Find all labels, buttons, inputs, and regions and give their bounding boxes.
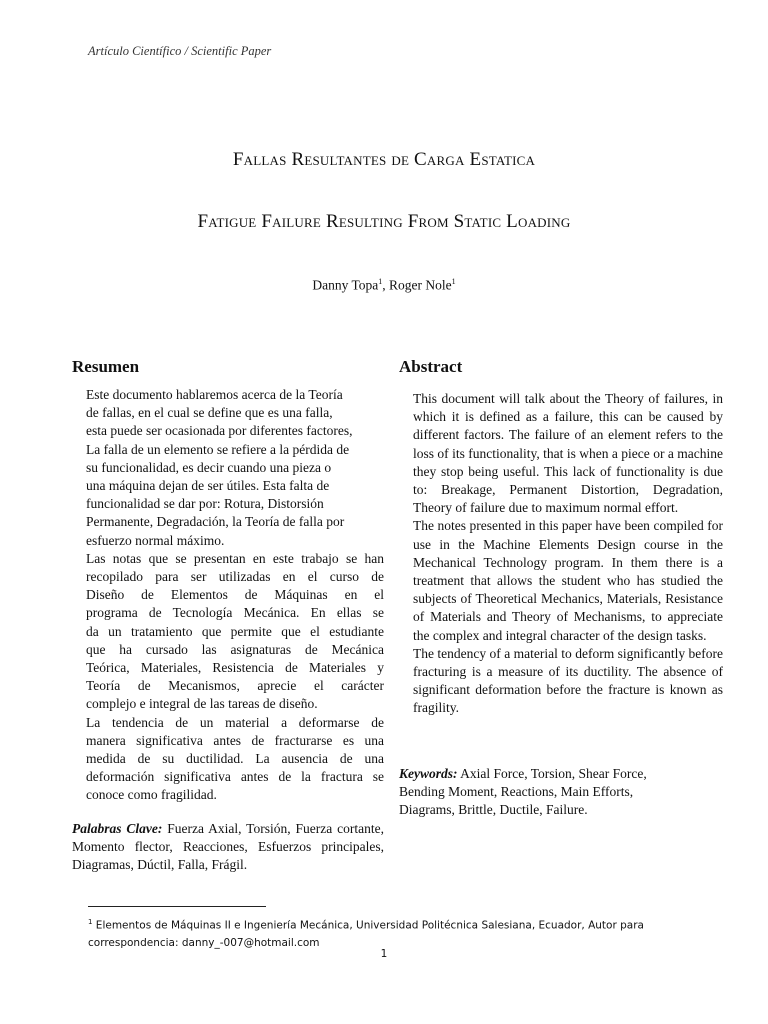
keywords <box>399 765 719 820</box>
footnote-marker: 1 <box>88 918 93 926</box>
abstract-body <box>413 390 723 718</box>
resumen-line: Teórica, Materiales, Resistencia de Materiales y <box>86 660 384 676</box>
palabras-clave-label: Palabras Clave: <box>72 821 163 836</box>
footnote-text: correspondencia: danny_-007@hotmail.com <box>88 936 320 949</box>
affiliation-marker: 1 <box>451 277 456 286</box>
resumen-line: funcionalidad se dar por: Rotura, Distorsión <box>86 496 324 512</box>
footnote <box>88 914 688 952</box>
resumen-line: Diseño de Elementos de Máquinas en el <box>86 587 384 603</box>
resumen-line: de fallas, en el cual se define que es una falla, <box>86 405 333 421</box>
keywords-line: Bending Moment, Reactions, Main Efforts, <box>399 784 634 800</box>
resumen-line: que ha cursado las asignaturas de Mecánica <box>86 641 384 657</box>
resumen-line: Las notas que se presentan en este trabajo se han <box>86 550 384 566</box>
author-separator: , <box>382 277 390 293</box>
palabras-clave-text: Fuerza Axial, Torsión, Fuerza cortante, Momento flector, Reacciones, Esfuerzos principales, Diagramas, Dúctil, Falla, Frágil. <box>72 821 384 873</box>
abstract-heading: Abstract <box>399 357 463 376</box>
title-spanish: Fallas Resultantes de Carga Estatica <box>232 149 536 170</box>
resumen-line: Permanente, Degradación, la Teoría de falla por <box>86 514 345 530</box>
resumen-line: Este documento hablaremos acerca de la Teoría <box>86 387 343 402</box>
resumen-line: da un tratamiento que permite que el estudiante <box>86 623 384 639</box>
resumen-body <box>86 386 384 805</box>
resumen-line: programa de Tecnología Mecánica. En ellas se <box>86 605 384 621</box>
footnote-text: Elementos de Máquinas II e Ingeniería Mecánica, Universidad Politécnica Salesiana, Ecuador, Autor para <box>92 919 644 932</box>
title-english: Fatigue Failure Resulting From Static Loading <box>197 211 571 232</box>
resumen-line: medida de su ductilidad. La ausencia de una <box>86 751 384 767</box>
resumen-line: una máquina dejan de ser útiles. Esta falta de <box>86 478 330 494</box>
abstract-paragraph: The notes presented in this paper have been compiled for use in the Machine Elements Design course in the Mechanical Technology program. In them there is a treatment that allows the student who has studied the subjects of Theoretical Mechanics, Materials, Resistance of Materials and Theory of Mechanisms, to appreciate the complex and integral character of the design tasks. <box>413 518 723 643</box>
resumen-line: esfuerzo normal máximo. <box>86 532 225 548</box>
abstract-paragraph: This document will talk about the Theory of failures, in which it is defined as a failure, this can be caused by different factors. The failure of an element refers to the loss of its functionality, that is when a piece or a machine they stop being useful. This lack of functionality is due to: Breakage, Permanent Distortion, Degradation, Theory of failure due to maximum normal effort. <box>413 391 723 516</box>
footnote-divider <box>88 906 266 907</box>
affiliation-marker: 1 <box>378 277 383 286</box>
palabras-clave <box>72 820 384 875</box>
resumen-line: La tendencia de un material a deformarse de <box>86 714 384 730</box>
resumen-line: manera significativa antes de fracturarse es una <box>86 732 384 748</box>
resumen-line: Teoría de Mecanismos, aprecie el carácter <box>86 678 384 694</box>
resumen-line: esta puede ser ocasionada por diferentes factores, <box>86 423 353 439</box>
running-header: Artículo Científico / Scientific Paper <box>88 44 272 58</box>
resumen-line: deformación significativa antes de la fractura se <box>86 769 384 785</box>
resumen-line: complejo e integral de las tareas de diseño. <box>86 696 318 712</box>
resumen-line: conoce como fragilidad. <box>86 787 217 803</box>
resumen-line: La falla de un elemento se refiere a la pérdida de <box>86 441 350 457</box>
resumen-line: recopilado para ser utilizadas en el curso de <box>86 569 384 585</box>
author-name: Danny Topa <box>312 277 379 293</box>
page-number: 1 <box>380 948 388 960</box>
resumen-heading: Resumen <box>72 357 140 376</box>
resumen-line: su funcionalidad, es decir cuando una pieza o <box>86 459 332 475</box>
keywords-label: Keywords: <box>399 766 458 781</box>
author-name: Roger Nole <box>389 277 452 293</box>
keywords-line: Diagrams, Brittle, Ductile, Failure. <box>399 802 588 818</box>
abstract-paragraph: The tendency of a material to deform significantly before fracturing is a measure of its ductility. The absence of significant deformation before the fracture is known as fragility. <box>413 645 723 716</box>
authors-line <box>0 277 768 294</box>
keywords-line: Axial Force, Torsion, Shear Force, <box>457 766 647 781</box>
